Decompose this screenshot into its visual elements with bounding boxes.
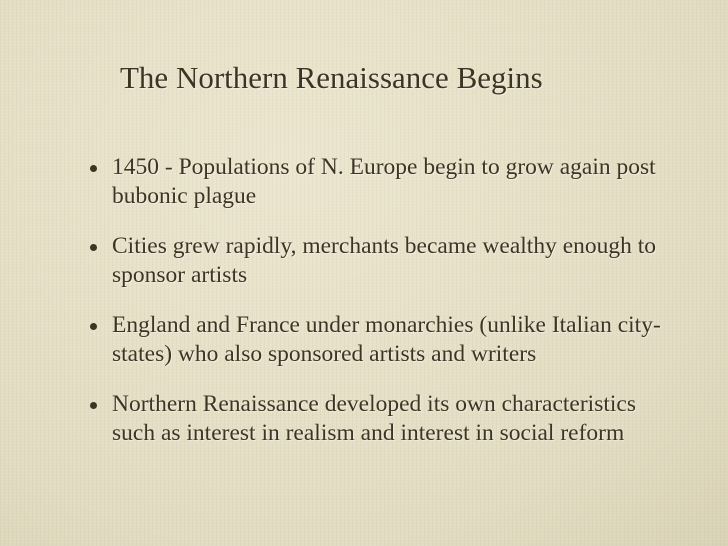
bullet-item [84,232,684,290]
bullet-text: Cities grew rapidly, merchants became wealthy enough to sponsor artists [112,233,657,288]
bullet-item [84,311,684,369]
bullet-text: England and France under monarchies (unlike Italian city-states) who also sponsored artists and writers [112,312,661,367]
bullet-item [84,153,684,211]
bullet-icon [90,323,97,330]
bullet-text: 1450 - Populations of N. Europe begin to grow again post bubonic plague [112,154,656,209]
bullet-text: Northern Renaissance developed its own characteristics such as interest in realism and interest in social reform [112,391,636,446]
slide-title: The Northern Renaissance Begins [120,60,543,95]
bullet-icon [90,402,97,409]
bullet-icon [90,244,97,251]
bullet-icon [90,165,97,172]
bullet-list [84,153,684,469]
bullet-item [84,390,684,448]
